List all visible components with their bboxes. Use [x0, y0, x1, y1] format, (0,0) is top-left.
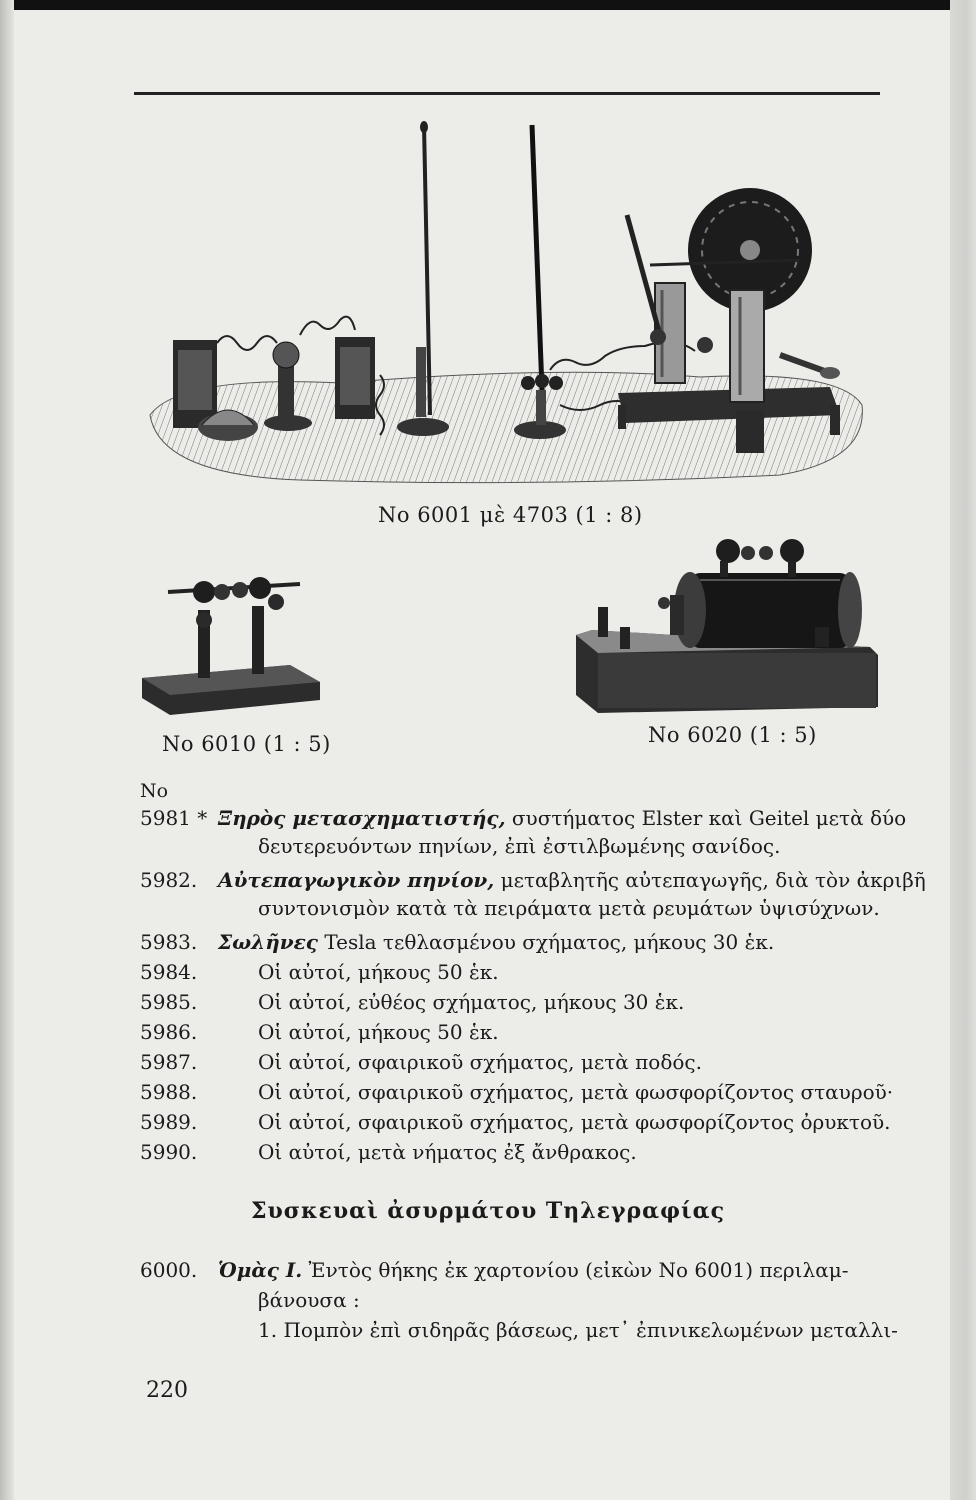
- page-number: 220: [146, 1378, 188, 1403]
- entry-description: Οἱ αὐτοί, μήκους 50 ἑκ.: [258, 1020, 499, 1044]
- entry-description: Οἱ αὐτοί, εὐθέος σχήματος, μήκους 30 ἑκ.: [258, 990, 685, 1014]
- entry-continuation: δευτερευόντων πηνίων, ἐπὶ ἐστιλβωμένης σανίδος.: [258, 834, 781, 858]
- entry-number: 6000.: [140, 1258, 198, 1282]
- entry-description: Ἐντὸς θήκης ἐκ χαρτονίου (εἰκὼν No 6001) περιλαμ-: [308, 1258, 849, 1282]
- wireless-telegraphy-illustration: [140, 115, 870, 495]
- entry-description: Οἱ αὐτοί, μήκους 50 ἑκ.: [258, 960, 499, 984]
- entry-description: Οἱ αὐτοί, σφαιρικοῦ σχήματος, μετὰ φωσφορίζοντος ὀρυκτοῦ.: [258, 1110, 891, 1134]
- entry-subitem: 1. Πομπὸν ἐπὶ σιδηρᾶς βάσεως, μετ᾽ ἐπινικελωμένων μεταλλι-: [258, 1318, 898, 1342]
- entry-description: Tesla τεθλασμένου σχήματος, μήκους 30 ἑκ.: [324, 930, 775, 954]
- entry-number: 5984.: [140, 960, 198, 984]
- entry-continuation: συντονισμὸν κατὰ τὰ πειράματα μετὰ ρευμάτων ὑψισύχνων.: [258, 896, 880, 920]
- entry-number: 5988.: [140, 1080, 198, 1104]
- entry-number: 5983.: [140, 930, 198, 954]
- entry-title: Ὁμὰς Ι.: [218, 1258, 303, 1282]
- entries-column-header: No: [140, 780, 169, 802]
- section-heading: Συσκευαὶ ἀσυρμάτου Τηλεγραφίας: [250, 1198, 725, 1224]
- scan-top-edge: [0, 0, 976, 10]
- entry-number: 5981 *: [140, 806, 208, 830]
- entry-continuation: βάνουσα :: [258, 1288, 360, 1312]
- figure-caption-6020: No 6020 (1 : 5): [648, 723, 817, 747]
- entry-title: Σωλῆνες: [218, 930, 318, 954]
- entry-number: 5987.: [140, 1050, 198, 1074]
- entry-text: [218, 804, 906, 832]
- induction-coil-illustration: [570, 535, 882, 720]
- entry-number: 5990.: [140, 1140, 198, 1164]
- entry-text: [218, 1256, 848, 1284]
- entry-number: 5989.: [140, 1110, 198, 1134]
- figure-caption-6001: No 6001 μὲ 4703 (1 : 8): [378, 503, 643, 527]
- figure-caption-6010: No 6010 (1 : 5): [162, 732, 331, 756]
- entry-description: Οἱ αὐτοί, σφαιρικοῦ σχήματος, μετὰ ποδός.: [258, 1050, 702, 1074]
- entry-description: συστήματος Elster καὶ Geitel μετὰ δύο: [511, 806, 907, 830]
- entry-description: Οἱ αὐτοί, μετὰ νήματος ἐξ ἄνθρακος.: [258, 1140, 637, 1164]
- entry-text: [218, 928, 774, 956]
- entry-number: 5982.: [140, 868, 198, 892]
- spark-gap-illustration: [140, 570, 325, 720]
- entry-description: Οἱ αὐτοί, σφαιρικοῦ σχήματος, μετὰ φωσφορίζοντος σταυροῦ·: [258, 1080, 894, 1104]
- entry-description: μεταβλητῆς αὐτεπαγωγῆς, διὰ τὸν ἀκριβῆ: [500, 868, 926, 892]
- scan-left-edge: [0, 0, 14, 1500]
- entry-text: [218, 866, 926, 894]
- scan-right-edge: [950, 0, 976, 1500]
- entry-number: 5986.: [140, 1020, 198, 1044]
- header-rule: [134, 92, 880, 95]
- entry-title: Ξηρὸς μετασχηματιστής,: [218, 806, 506, 830]
- entry-number: 5985.: [140, 990, 198, 1014]
- entry-title: Αὐτεπαγωγικὸν πηνίον,: [218, 868, 495, 892]
